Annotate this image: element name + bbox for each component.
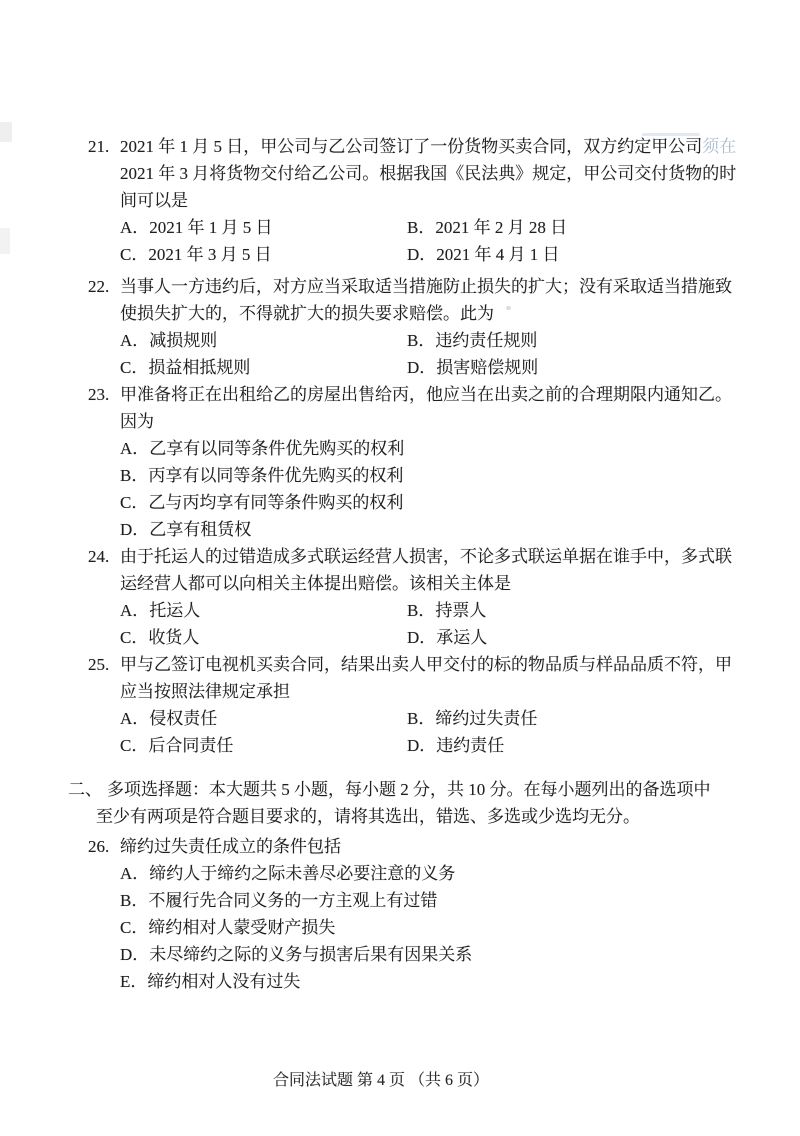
- question-stem-line: 2021 年 3 月将货物交付给乙公司。根据我国《民法典》规定，甲公司交付货物的时: [120, 164, 737, 183]
- option-a: A．2021 年 1 月 5 日: [120, 218, 273, 237]
- option-c: C．收货人: [120, 628, 200, 647]
- question-stem-line: [0, 543, 800, 570]
- question-stem-line: 因为: [120, 412, 154, 431]
- option-e: E．缔约相对人没有过失: [120, 972, 301, 991]
- section-heading-line: 至少有两项是符合题目要求的，请将其选出，错选、多选或少选均无分。: [96, 807, 640, 826]
- question-22: [0, 273, 800, 381]
- options-row: [0, 941, 800, 968]
- question-stem-line: [0, 273, 800, 300]
- question-stem-line: 使损失扩大的，不得就扩大的损失要求赔偿。此为: [120, 304, 494, 323]
- options-row: [0, 914, 800, 941]
- question-stem-line: [0, 381, 800, 408]
- option-c: C．缔约相对人蒙受财产损失: [120, 918, 336, 937]
- question-23: [0, 381, 800, 543]
- options-row: [0, 489, 800, 516]
- options-row: [0, 968, 800, 995]
- options-row: [0, 860, 800, 887]
- options-row: [0, 624, 800, 651]
- option-b: B．2021 年 2 月 28 日: [407, 218, 568, 237]
- question-number: 22.: [88, 277, 110, 296]
- option-c: C．损益相抵规则: [120, 358, 251, 377]
- option-b: B．丙享有以同等条件优先购买的权利: [120, 466, 404, 485]
- option-d: D．承运人: [407, 628, 488, 647]
- question-stem-text: 当事人一方违约后，对方应当采取适当措施防止损失的扩大；没有采取适当措施致: [120, 277, 732, 296]
- option-a: A．缔约人于缔约之际未善尽必要注意的义务: [120, 864, 456, 883]
- section-number: 二、: [68, 780, 102, 799]
- question-stem-line: [0, 133, 800, 160]
- question-stem-text: 甲准备将正在出租给乙的房屋出售给丙，他应当在出卖之前的合理期限内通知乙。: [120, 385, 732, 404]
- question-stem-line: 运经营人都可以向相关主体提出赔偿。该相关主体是: [120, 574, 511, 593]
- options-row: [0, 732, 800, 759]
- options-row: [0, 241, 800, 268]
- options-row: [0, 516, 800, 543]
- faded-scan-text: 须在: [702, 137, 737, 156]
- question-number: 26.: [88, 837, 110, 856]
- question-24: [0, 543, 800, 651]
- section-instructions: 多项选择题：本大题共 5 小题，每小题 2 分，共 10 分。在每小题列出的备选项中: [107, 780, 711, 799]
- option-b: B．缔约过失责任: [407, 709, 538, 728]
- option-c: C．后合同责任: [120, 736, 234, 755]
- question-26: [0, 833, 800, 995]
- option-c: C．乙与丙均享有同等条件购买的权利: [120, 493, 404, 512]
- question-stem-text: 由于托运人的过错造成多式联运经营人损害，不论多式联运单据在谁手中，多式联: [120, 547, 732, 566]
- option-c: C．2021 年 3 月 5 日: [120, 245, 272, 264]
- option-b: B．持票人: [407, 601, 487, 620]
- options-row: [0, 214, 800, 241]
- question-stem-line: 间可以是: [120, 191, 188, 210]
- options-row: [0, 354, 800, 381]
- question-stem-text: 甲与乙签订电视机买卖合同，结果出卖人甲交付的标的物品质与样品品质不符，甲: [120, 655, 732, 674]
- question-25: [0, 651, 800, 759]
- questions-area: [0, 133, 800, 995]
- options-row: [0, 705, 800, 732]
- option-d: D．乙享有租赁权: [120, 520, 252, 539]
- options-row: [0, 327, 800, 354]
- question-number: 24.: [88, 547, 110, 566]
- question-stem-text: 缔约过失责任成立的条件包括: [120, 837, 341, 856]
- stem-text-part: 2021 年 1 月 5 日，甲公司与乙公司签订了一份货物买卖合同，双方约定甲公司: [120, 137, 703, 156]
- option-d: D．损害赔偿规则: [407, 358, 539, 377]
- option-d: D．2021 年 4 月 1 日: [407, 245, 560, 264]
- question-stem-text: [120, 133, 736, 160]
- question-21: [0, 133, 800, 268]
- question-stem-line: 应当按照法律规定承担: [120, 682, 290, 701]
- question-stem-line: [0, 651, 800, 678]
- option-a: A．侵权责任: [120, 709, 218, 728]
- options-row: [0, 887, 800, 914]
- option-d: D．违约责任: [407, 736, 505, 755]
- option-a: A．乙享有以同等条件优先购买的权利: [120, 439, 405, 458]
- option-a: A．托运人: [120, 601, 201, 620]
- question-number: 23.: [88, 385, 110, 404]
- section-heading-line: [0, 776, 800, 803]
- page-footer: 合同法试题 第 4 页 （共 6 页）: [272, 1072, 489, 1089]
- options-row: [0, 462, 800, 489]
- question-number: 25.: [88, 655, 110, 674]
- section-2-heading: [0, 776, 800, 830]
- option-b: B．不履行先合同义务的一方主观上有过错: [120, 891, 438, 910]
- option-b: B．违约责任规则: [407, 331, 538, 350]
- options-row: [0, 597, 800, 624]
- option-d: D．未尽缔约之际的义务与损害后果有因果关系: [120, 945, 473, 964]
- question-stem-line: [0, 833, 800, 860]
- question-number: 21.: [88, 137, 110, 156]
- options-row: [0, 435, 800, 462]
- option-a: A．减损规则: [120, 331, 218, 350]
